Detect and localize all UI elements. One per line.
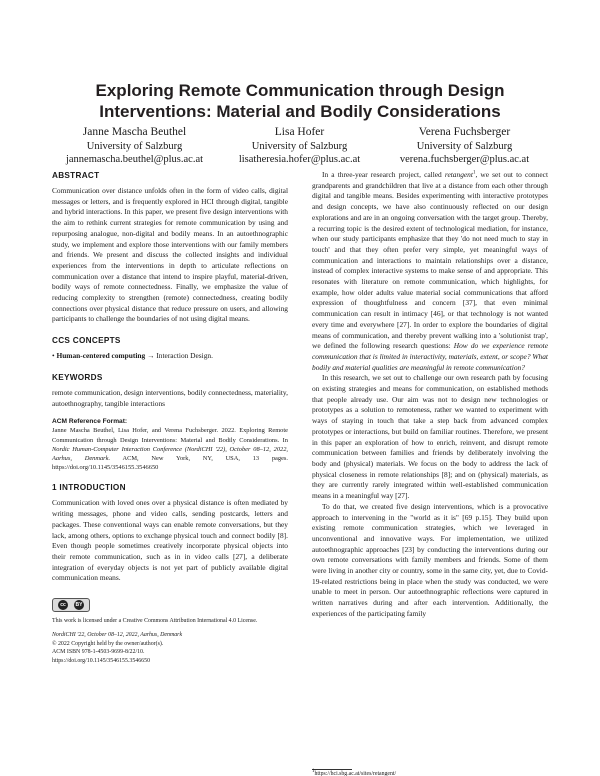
abstract-heading: ABSTRACT <box>52 171 100 180</box>
intro-heading: 1 INTRODUCTION <box>52 483 126 493</box>
abstract-text: Communication over distance unfolds often in the form of video calls, digital messages or letters, and is frequently explored in HCI through digital, tangible and hybrid interactions. In this paper, we present five design interventions with the aim to rethink current strategies for remote communication by using and repurposing analogue, non-digital and bodily means. In an autoethnographic study, we implement and explore those interventions with our family members and friends. We present and discuss the collected insights and individual experiences from the interventions in depth to articulate reflections on communication over a distance that intend to inspire playful, material-driven, bodily ways of remote connectedness. Finally, we emphasize the value of reducing complexity to strengthen (remote) connectedness, creating bodily connections over physical distance that reduce pressure on users, and allowing participants to challenge the boundaries of not using digital means. <box>52 186 288 324</box>
ccs-bold: Human-centered computing <box>56 351 146 361</box>
author-1 <box>52 125 217 166</box>
license-badge-row <box>52 598 288 612</box>
cc-by-badge[interactable] <box>52 598 90 612</box>
ccs-rest: Interaction Design. <box>156 351 213 361</box>
body-paragraph-3: To do that, we created five design interventions, which is a provocative approach to intervening in the "world as it is" [69 p.15]. They build upon existing remote communication strategies, which we leveraged in unconventional and innovative ways. For implementation, we utilized autoethnographic approaches [23] by conducting the interventions during our own remote conversations with family members and friends. Some of them were living in another city or country, some in the same city, yet, due to Covid-19-related restrictions being in place when the study was conducted, we were unable to meet in person. Our autoethnographic reflections were captured in written narratives during and after each intervention. Additionally, the experiences of the participating family <box>312 501 548 618</box>
body-paragraph-1 <box>312 170 548 373</box>
license-note: This work is licensed under a Creative Commons Attribution International 4.0 License. <box>52 618 258 625</box>
imprint <box>52 631 288 665</box>
keywords-heading: KEYWORDS <box>52 372 103 382</box>
cc-icon: cc <box>58 600 68 610</box>
footnote-number: 1 <box>312 769 315 775</box>
author-name: Verena Fuchsberger <box>418 126 511 138</box>
p1-mid: , we set out to connect grandparents and grandchildren that live at a distance from each other through digital and tangible means. Besides experimenting with interactive prototypes and design concepts, we have also continuously reflected on our design explorations and are in an ongoing conversation with the target group. Thereby, a recurring topic is the desired extent of technological mediation, for instance, when our study participants emphasize that they 'do not need much to stay in touch' and that they often prefer very simple, yet meaningful ways of communication and interactions to maintain relationships over a distance, instead of complex interactive systems to make sense of and appropriate. This resonates with literature on remote communication, which highlights, for example, how older adults value material social communications that afford expression of thoughtfulness and concern [37], that even minimal communication can result in intimacy [46], or that technology is not wanted every time and everywhere [27]. In order to explore the boundaries of digital means of communication, and thereby prevent walking into a 'solutionist trap', we defined the following research questions: <box>312 170 548 351</box>
imprint-isbn: ACM ISBN 978-1-4503-9699-8/22/10. <box>52 649 145 656</box>
ccs-bullet: • <box>52 351 55 361</box>
p1-start: In a three-year research project, called <box>322 170 445 179</box>
author-affiliation: University of Salzburg <box>86 141 183 152</box>
acm-reference-venue: Nordic Human-Computer Interaction Conference (NordiCHI '22), October 08–12, 2022, Aarhus, Denmark. <box>52 445 288 463</box>
footnote-divider <box>312 769 352 770</box>
project-name: retangent <box>444 170 473 179</box>
ccs-concepts <box>52 351 288 362</box>
author-name: Janne Mascha Beuthel <box>82 126 187 138</box>
paper-title <box>60 80 540 122</box>
left-column <box>52 170 288 665</box>
footnote-marker[interactable]: 1 <box>472 170 476 176</box>
acm-reference-start: Janne Mascha Beuthel, Lisa Hofer, and Verena Fuchsberger. 2022. Exploring Remote Communication through Design Interventions: Material and Bodily Considerations. In <box>52 427 288 444</box>
author-affiliation: University of Salzburg <box>416 141 513 152</box>
author-name: Lisa Hofer <box>274 126 325 138</box>
footnote <box>312 771 396 776</box>
author-block <box>52 125 548 166</box>
title-line-1: Exploring Remote Communication through Design <box>95 81 505 100</box>
body-paragraph-2: In this research, we set out to challenge our own research path by focusing on existing strategies and means for communication, on established methods that people already use. Our aim was not to design new technologies or prototypes as a solution to remoteness, rather we wanted to experiment with ways of staying in touch that take a step back from advanced complex prototypes or interactions, but build on familiar routines. Therefore, we present in this paper an exploration of how to enrich, reinvent, and disrupt remote communication between families and friends by deliberately involving the body and (physical) materials. We focus on the body to address the lack of physical closeness in remote relationships [8]; and on (physical) materials, as they are currently rarely integrated within well-established communication means in a meaningful way [27]. <box>312 373 548 501</box>
author-email[interactable]: jannemascha.beuthel@plus.ac.at <box>65 154 204 165</box>
imprint-venue: NordiCHI '22, October 08–12, 2022, Aarhus, Denmark <box>52 632 183 639</box>
author-3 <box>382 125 547 166</box>
footnote-url[interactable]: https://hci.sbg.ac.at/sites/retangent/ <box>314 771 397 776</box>
ccs-arrow: → <box>147 351 155 361</box>
intro-text: Communication with loved ones over a physical distance is often mediated by writing messages, phone and video calls, sending postcards, letters and packages. These conventional ways can enable remote conversations, but they lack, among others, options to exchange physical touch and connect bodily [8]. Even though people sometimes creatively incorporate physical objects into their remote communication, such as in in video calls [27], a deliberate integration of everyday objects is not yet part of publicly available digital communication means. <box>52 498 288 583</box>
imprint-copyright: © 2022 Copyright held by the owner/author(s). <box>52 640 164 647</box>
author-2 <box>217 125 382 166</box>
by-icon: BY <box>74 600 84 610</box>
research-questions: How do we experience remote communication that is limited in interactivity, materials, extent, or scope? What bodily and material qualities are meaningful in remote communication? <box>312 341 548 372</box>
keywords-text: remote communication, design interventions, bodily connectedness, materiality, autoethnography, tangible interactions <box>52 387 288 408</box>
right-column <box>312 170 548 620</box>
title-line-2: Interventions: Material and Bodily Considerations <box>99 102 501 121</box>
author-email[interactable]: lisatheresia.hofer@plus.ac.at <box>238 154 361 165</box>
acm-reference-heading: ACM Reference Format: <box>52 418 128 426</box>
ccs-heading: CCS CONCEPTS <box>52 336 121 346</box>
author-email[interactable]: verena.fuchsberger@plus.ac.at <box>399 154 530 165</box>
imprint-doi[interactable]: https://doi.org/10.1145/3546155.3546650 <box>52 657 151 664</box>
author-affiliation: University of Salzburg <box>251 141 348 152</box>
acm-reference <box>52 417 288 472</box>
acm-reference-end: ACM, New York, NY, USA, 13 pages. https://doi.org/10.1145/3546155.3546650 <box>52 455 288 472</box>
